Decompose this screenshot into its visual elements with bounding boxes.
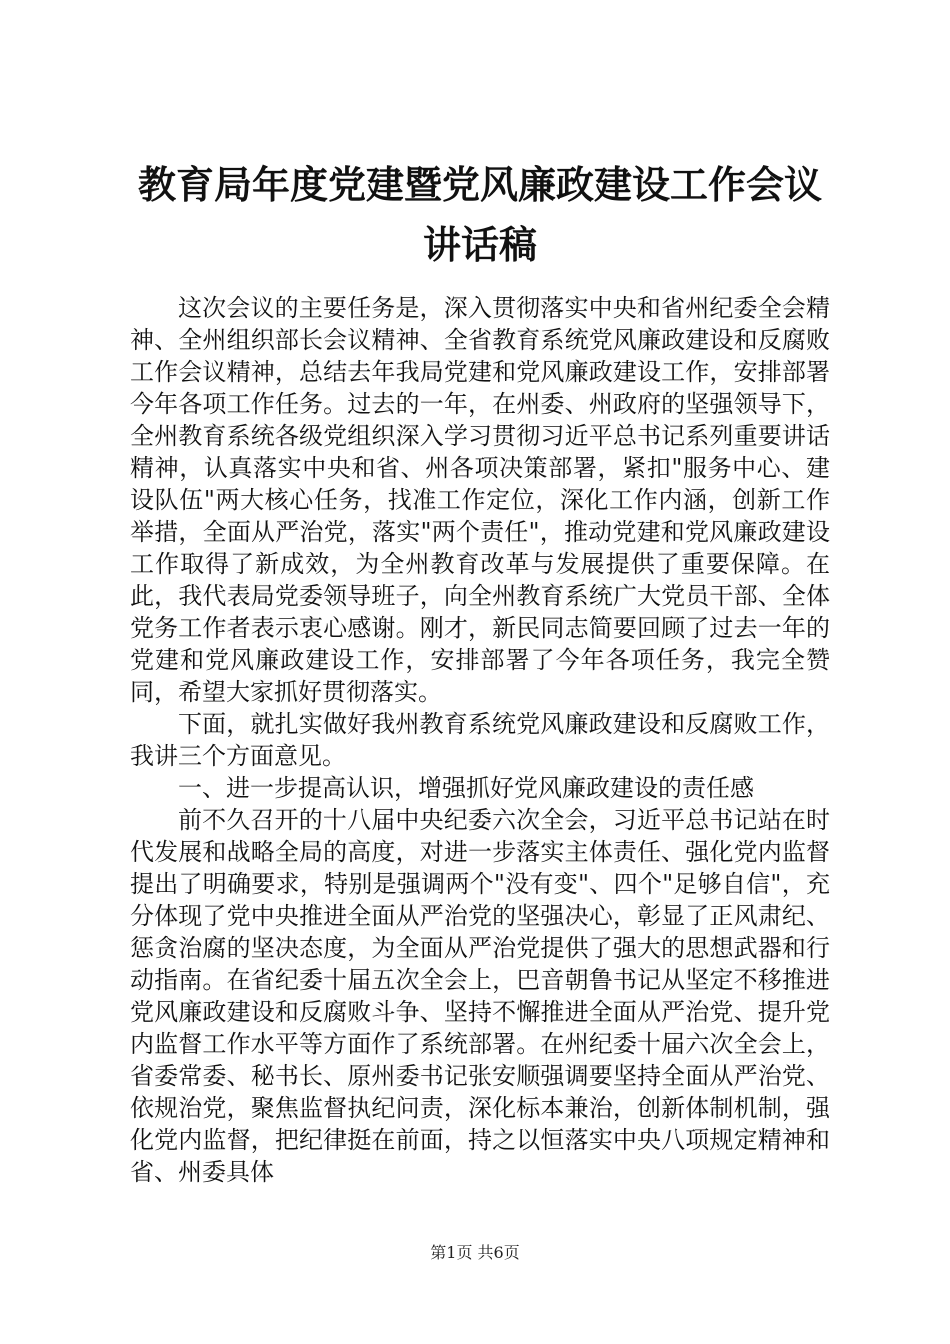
page-footer: 第1页 共6页 xyxy=(430,1243,520,1262)
paragraph-section-1: 前不久召开的十八届中央纪委六次全会，习近平总书记站在时代发展和战略全局的高度，对进一步落实主体责任、强化党内监督提出了明确要求，特别是强调两个"没有变"、四个"足够自信"，充分体现了党中央推进全面从严治党的坚强决心，彰显了正风肃纪、惩贪治腐的坚决态度，为全面从严治党提供了强大的思想武器和行动指南。在省纪委十届五次全会上，巴音朝鲁书记从坚定不移推进党风廉政建设和反腐败斗争、坚持不懈推进全面从严治党、提升党内监督工作水平等方面作了系统部署。在州纪委十届六次全会上，省委常委、秘书长、原州委书记张安顺强调要坚持全面从严治党、依规治党，聚焦监督执纪问责，深化标本兼治，创新体制机制，强化党内监督，把纪律挺在前面，持之以恒落实中央八项规定精神和省、州委具体 xyxy=(130,806,830,1186)
document-title: 教育局年度党建暨党风廉政建设工作会议讲话稿 xyxy=(137,162,822,267)
paragraph-overview: 下面，就扎实做好我州教育系统党风廉政建设和反腐败工作，我讲三个方面意见。 xyxy=(130,710,830,770)
paragraph-intro: 这次会议的主要任务是，深入贯彻落实中央和省州纪委全会精神、全州组织部长会议精神、全省教育系统党风廉政建设和反腐败工作会议精神，总结去年我局党建和党风廉政建设工作，安排部署今年各项工作任务。过去的一年，在州委、州政府的坚强领导下，全州教育系统各级党组织深入学习贯彻习近平总书记系列重要讲话精神，认真落实中央和省、州各项决策部署，紧扣"服务中心、建设队伍"两大核心任务，找准工作定位，深化工作内涵，创新工作举措，全面从严治党，落实"两个责任"，推动党建和党风廉政建设工作取得了新成效，为全州教育改革与发展提供了重要保障。在此，我代表局党委领导班子，向全州教育系统广大党员干部、全体党务工作者表示衷心感谢。刚才，新民同志简要回顾了过去一年的党建和党风廉政建设工作，安排部署了今年各项任务，我完全赞同，希望大家抓好贯彻落实。 xyxy=(130,294,830,706)
section-heading-1: 一、进一步提高认识，增强抓好党风廉政建设的责任感 xyxy=(178,774,754,802)
document-body xyxy=(130,292,830,1188)
